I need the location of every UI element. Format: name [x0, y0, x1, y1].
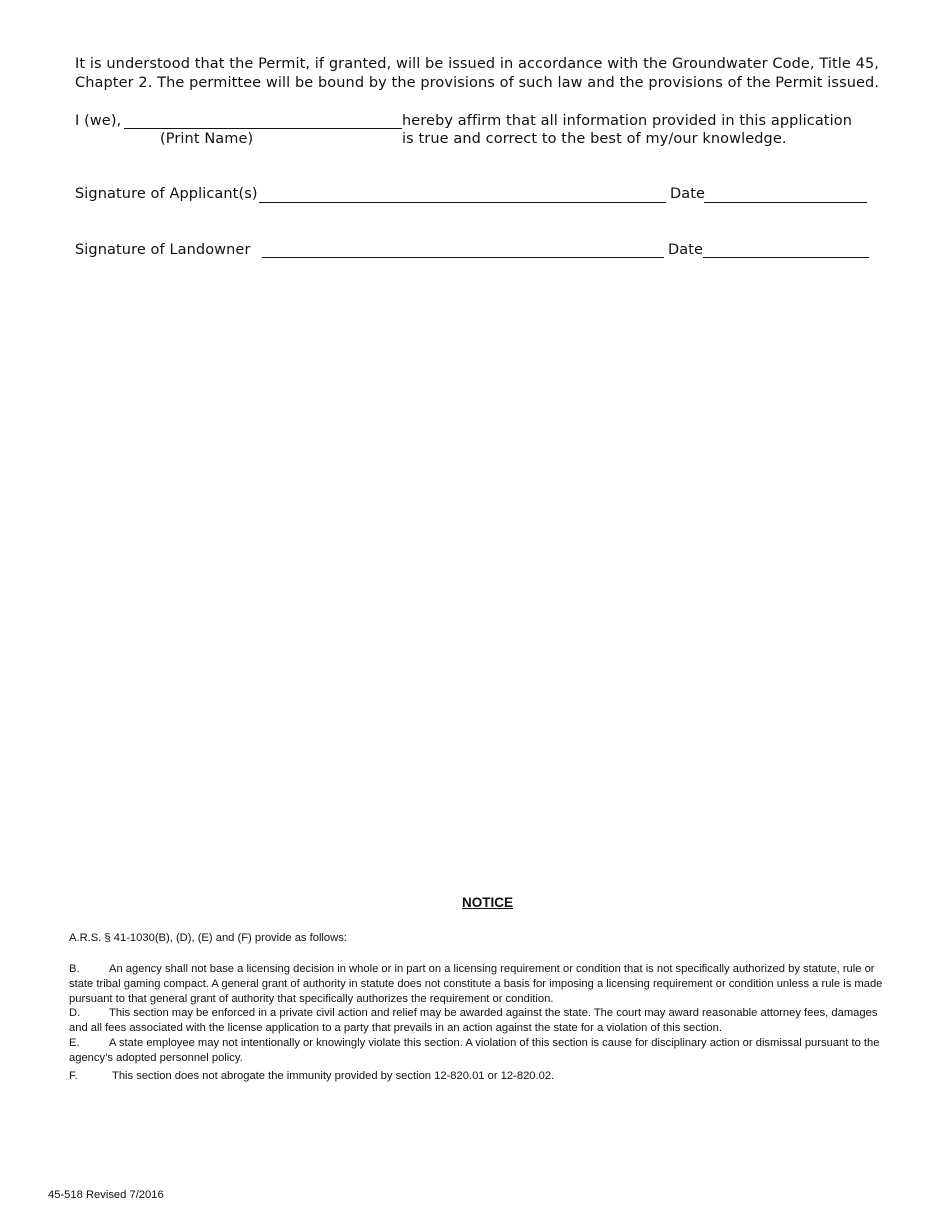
landowner-signature-field[interactable] [262, 257, 664, 258]
affirmation-line-1: hereby affirm that all information provided in this application [402, 113, 852, 129]
affirmation-prefix: I (we), [75, 113, 122, 129]
notice-item-letter: E. [69, 1037, 80, 1049]
notice-item-text: This section does not abrogate the immunity provided by section 12-820.01 or 12-820.02. [112, 1070, 555, 1082]
applicant-date-label: Date [670, 186, 706, 202]
notice-item-text: An agency shall not base a licensing decision in whole or in part on a licensing requirement or condition that is not specifically authorized by statute, rule or state tribal gaming compact. A general grant of authority in statute does not constitute a basis for imposing a licensing requirement or condition unless a rule is made pursuant to that general grant of authority that specifically authorizes the requirement or condition. [69, 963, 883, 1005]
applicant-signature-field[interactable] [259, 202, 666, 203]
print-name-field[interactable] [124, 128, 402, 129]
notice-item-e [69, 1036, 895, 1066]
landowner-signature-label: Signature of Landowner [75, 242, 251, 258]
applicant-signature-label: Signature of Applicant(s) [75, 186, 258, 202]
notice-citation: A.R.S. § 41-1030(B), (D), (E) and (F) provide as follows: [69, 932, 347, 944]
affirmation-line-2: is true and correct to the best of my/our knowledge. [402, 131, 787, 147]
form-revision-id: 45-518 Revised 7/2016 [48, 1189, 164, 1201]
notice-item-f [69, 1069, 895, 1084]
notice-title: NOTICE [462, 895, 514, 910]
applicant-date-field[interactable] [704, 202, 867, 203]
print-name-label: (Print Name) [160, 131, 254, 147]
notice-item-letter: F. [69, 1070, 78, 1082]
intro-line-1: It is understood that the Permit, if granted, will be issued in accordance with the Groundwater Code, Title 45, [75, 56, 879, 72]
notice-item-letter: D. [69, 1007, 81, 1019]
landowner-date-field[interactable] [703, 257, 869, 258]
notice-item-b [69, 962, 895, 1007]
notice-item-text: A state employee may not intentionally or knowingly violate this section. A violation of this section is cause for disciplinary action or dismissal pursuant to the agency’s adopted personnel policy. [69, 1037, 880, 1064]
landowner-date-label: Date [668, 242, 704, 258]
notice-item-d [69, 1006, 895, 1036]
notice-item-text: This section may be enforced in a private civil action and relief may be awarded against the state. The court may award reasonable attorney fees, damages and all fees associated with the license application to a party that prevails in an action against the state for a violation of this section. [69, 1007, 878, 1034]
notice-item-letter: B. [69, 963, 80, 975]
intro-line-2: Chapter 2. The permittee will be bound by the provisions of such law and the provisions of the Permit issued. [75, 75, 880, 91]
